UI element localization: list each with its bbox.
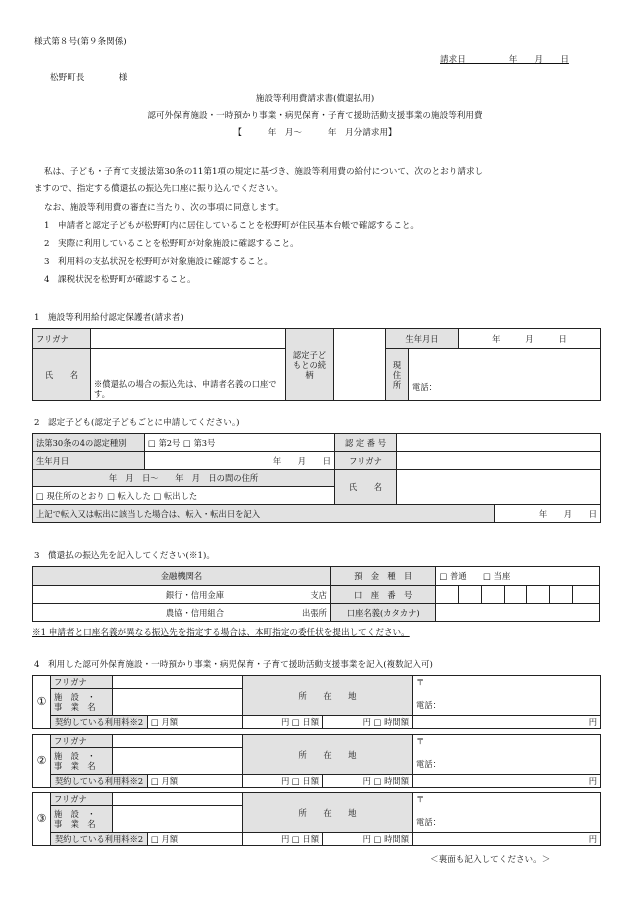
checkbox-icon[interactable]: [292, 834, 300, 844]
address-label: 現住所: [386, 349, 409, 401]
form-number: 様式第８号(第９条関係): [34, 37, 127, 47]
child-birth-field[interactable]: 年 月 日: [145, 452, 335, 470]
daily-text: 日額: [302, 776, 319, 786]
furigana-field[interactable]: [91, 329, 286, 349]
account-digit[interactable]: [550, 586, 573, 604]
account-digit[interactable]: [436, 586, 459, 604]
postal-mark: 〒: [416, 794, 425, 804]
account-digit[interactable]: [459, 586, 482, 604]
yen-text: 円: [362, 776, 371, 786]
fee-monthly-yen[interactable]: [243, 833, 323, 846]
address-options[interactable]: [33, 487, 335, 505]
fee-monthly[interactable]: [148, 716, 243, 729]
addressee: 松野町長 様: [50, 73, 128, 83]
facility-number: ①: [33, 676, 51, 729]
daily-text: 日額: [302, 834, 319, 844]
title-2: 認可外保育施設・一時預かり事業・病児保育・子育て援助活動支援事業の施設等利用費: [147, 111, 483, 121]
consent-item: 3 利用料の支払状況を松野町が対象施設に確認すること。: [44, 257, 273, 267]
section-2-heading: 2 認定子ども(認定子どもごとに申請してください。): [34, 418, 240, 428]
section-1-heading: 1 施設等利用給付認定保護者(請求者): [34, 313, 184, 323]
cert-type-label: 法第30条の4の認定種別: [33, 434, 145, 452]
fee-label: 契約している利用料※2: [51, 833, 148, 846]
facility-location-label: 所 在 地: [243, 793, 413, 833]
request-date: 請求日 年 月 日: [440, 55, 569, 65]
facility-location-field[interactable]: [413, 735, 601, 775]
consent-item: 4 課税状況を松野町が確認すること。: [44, 275, 196, 285]
facility-name-label: 施 設 ・ 事 業 名: [51, 806, 113, 833]
hourly-text: 時間額: [384, 776, 409, 786]
checkbox-icon[interactable]: [374, 834, 382, 844]
facility-location-field[interactable]: [413, 793, 601, 833]
facility-name-field[interactable]: [113, 689, 243, 716]
monthly-text: 月額: [161, 834, 179, 844]
hourly-text: 時間額: [384, 717, 409, 727]
toza-text: 当座: [493, 571, 511, 581]
bank-note: ※1 申請者と口座名義が異なる振込先を指定する場合は、本町指定の委任状を提出してください。: [32, 628, 410, 638]
name-field-note[interactable]: ※償還払の場合の振込先は、申請者名義の口座です。: [91, 349, 286, 401]
fee-monthly-yen[interactable]: [243, 716, 323, 729]
facility-furigana-label: フリガナ: [51, 676, 113, 689]
futsu-text: 普通: [449, 571, 467, 581]
consent-item: 1 申請者と認定子どもが松野町内に居住していることを松野町が住民基本台帳で確認すること。: [44, 221, 420, 231]
facility-furigana-label: フリガナ: [51, 735, 113, 748]
facility-name-label: 施 設 ・ 事 業 名: [51, 689, 113, 716]
facility-table: [32, 675, 601, 729]
facility-tel: 電話：: [416, 817, 441, 827]
move-date-label: 上記で転入又は転出に該当した場合は、転入・転出日を記入: [33, 505, 495, 523]
facility-furigana-field[interactable]: [113, 676, 243, 689]
fee-monthly[interactable]: [148, 775, 243, 788]
deposit-type-label: 預 金 種 目: [330, 567, 436, 586]
furigana-label: フリガナ: [33, 329, 91, 349]
checkbox-icon[interactable]: [151, 834, 159, 844]
facility-name-field[interactable]: [113, 806, 243, 833]
child-table: [32, 433, 601, 523]
fee-label: 契約している利用料※2: [51, 716, 148, 729]
child-name-label: 氏 名: [335, 470, 397, 505]
monthly-text: 月額: [161, 717, 179, 727]
guardian-birth-label: 生年月日: [386, 329, 459, 349]
yen-text: 円: [362, 717, 371, 727]
account-name-label: 口座名義(カタカナ): [330, 604, 436, 622]
facility-number: ②: [33, 735, 51, 788]
checkbox-icon[interactable]: [151, 717, 159, 727]
title-3: 【 年 月～ 年 月分請求用】: [233, 128, 397, 138]
monthly-text: 月額: [161, 776, 179, 786]
yen-text: 円: [280, 776, 290, 786]
yen-text: 円: [362, 834, 371, 844]
checkbox-icon[interactable]: [36, 491, 44, 501]
hourly-text: 時間額: [384, 834, 409, 844]
yen-text: 円: [280, 717, 290, 727]
facility-furigana-label: フリガナ: [51, 793, 113, 806]
name-label: 氏 名: [33, 349, 91, 401]
fee-monthly-yen[interactable]: [243, 775, 323, 788]
facility-name-field[interactable]: [113, 748, 243, 775]
guardian-birth-field[interactable]: 年 月 日: [459, 329, 601, 349]
consent-item: 2 実際に利用していることを松野町が対象施設に確認すること。: [44, 239, 299, 249]
cert-type-options[interactable]: [145, 434, 335, 452]
cert-no-field[interactable]: [397, 434, 601, 452]
move-date-field[interactable]: 年 月 日: [495, 505, 601, 523]
account-name-field[interactable]: [436, 604, 600, 622]
child-furigana-label: フリガナ: [335, 452, 397, 470]
account-digit[interactable]: [504, 586, 527, 604]
body-paragraph-1: 私は、子ども・子育て支援法第30条の11第1項の規定に基づき、施設等利用費の給付について、次のとおり請求し: [44, 167, 484, 177]
child-birth-label: 生年月日: [33, 452, 145, 470]
fee-daily-yen[interactable]: [323, 775, 413, 788]
child-furigana-field[interactable]: [397, 452, 601, 470]
account-no-label: 口 座 番 号: [330, 586, 436, 604]
address-options-text: 現住所のとおり □ 転入した □ 転出した: [46, 490, 198, 501]
fee-monthly[interactable]: [148, 833, 243, 846]
fee-hourly-yen[interactable]: 円: [413, 716, 601, 729]
guardian-table: [32, 328, 601, 401]
yen-text: 円: [280, 834, 290, 844]
checkbox-icon[interactable]: [439, 571, 447, 581]
bank-name-label: 金融機関名: [33, 567, 331, 586]
cert-type-text: 第2号 □ 第3号: [158, 437, 216, 448]
relation-label: 認定子どもとの続柄: [286, 329, 334, 401]
facility-name-label: 施 設 ・ 事 業 名: [51, 748, 113, 775]
checkbox-icon[interactable]: [148, 438, 156, 448]
checkbox-icon[interactable]: [292, 717, 300, 727]
footer-note: ＜裏面も記入してください。＞: [430, 855, 551, 865]
facility-furigana-field[interactable]: [113, 793, 243, 806]
fee-daily-yen[interactable]: [323, 716, 413, 729]
deposit-type-options[interactable]: [436, 567, 600, 586]
account-digit[interactable]: [527, 586, 550, 604]
branch-type-2[interactable]: 出張所: [227, 604, 330, 622]
title-1: 施設等利用費請求書(償還払用): [255, 94, 375, 104]
postal-mark: 〒: [416, 677, 425, 687]
bank-type-2[interactable]: 農協・信用組合: [33, 604, 228, 622]
account-digit[interactable]: [481, 586, 504, 604]
facility-location-field[interactable]: [413, 676, 601, 716]
body-paragraph-3: なお、施設等利用費の審査に当たり、次の事項に同意します。: [44, 203, 284, 213]
section-4-heading: 4 利用した認可外保育施設・一時預かり事業・病児保育・子育て援助活動支援事業を記入(複数記入可): [34, 660, 433, 670]
child-name-field[interactable]: [397, 470, 601, 505]
bank-type-1[interactable]: 銀行・信用金庫: [33, 586, 228, 604]
facility-table: [32, 792, 601, 846]
facility-tel: 電話：: [416, 759, 441, 769]
fee-hourly-yen[interactable]: 円: [413, 775, 601, 788]
facility-location-label: 所 在 地: [243, 735, 413, 775]
facility-table: [32, 734, 601, 788]
body-paragraph-2: ますので、指定する償還払の振込先口座に振り込んでください。: [34, 184, 284, 194]
checkbox-icon[interactable]: [151, 776, 159, 786]
facility-tel: 電話：: [416, 700, 441, 710]
facility-furigana-field[interactable]: [113, 735, 243, 748]
fee-daily-yen[interactable]: [323, 833, 413, 846]
facility-location-label: 所 在 地: [243, 676, 413, 716]
cert-no-label: 認 定 番 号: [335, 434, 397, 452]
postal-mark: 〒: [416, 736, 425, 746]
fee-label: 契約している利用料※2: [51, 775, 148, 788]
section-3-heading: 3 償還払の振込先を記入してください(※1)。: [34, 551, 215, 561]
checkbox-icon[interactable]: [374, 776, 382, 786]
checkbox-icon[interactable]: [292, 776, 300, 786]
account-digit[interactable]: [572, 586, 599, 604]
relation-field[interactable]: [334, 329, 386, 401]
fee-hourly-yen[interactable]: 円: [413, 833, 601, 846]
daily-text: 日額: [302, 717, 319, 727]
address-field[interactable]: 電話：: [409, 349, 601, 401]
checkbox-icon[interactable]: [374, 717, 382, 727]
checkbox-icon[interactable]: [483, 571, 491, 581]
branch-type-1[interactable]: 支店: [227, 586, 330, 604]
bank-table: [32, 566, 600, 622]
period-address-label: 年 月 日～ 年 月 日の間の住所: [33, 470, 335, 487]
facility-number: ③: [33, 793, 51, 846]
